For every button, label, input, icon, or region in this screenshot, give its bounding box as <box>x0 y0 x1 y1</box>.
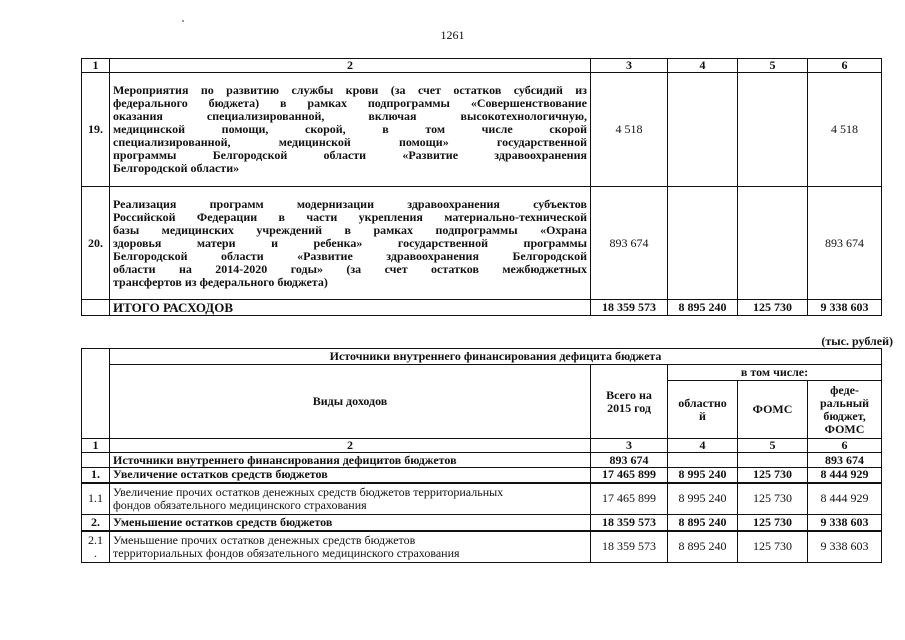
foms-value <box>738 187 808 300</box>
col-number: 5 <box>738 59 808 73</box>
table-row <box>82 515 882 531</box>
foms-value: 125 730 <box>738 483 808 515</box>
row-label: Источники внутреннего финансирования дефицитов бюджетов <box>110 453 591 468</box>
table-row <box>82 531 882 563</box>
description-line: Российской Федерации в части укрепления материально-технической <box>113 209 587 224</box>
row-label: Уменьшение прочих остатков денежных средств бюджетов территориальных фондов обязательного медицинского страхования <box>110 531 591 563</box>
column-number-row <box>82 59 882 73</box>
table-row <box>82 187 882 300</box>
total-value: 18 359 573 <box>591 531 668 563</box>
row-description <box>110 187 591 300</box>
foms-value: 125 730 <box>738 468 808 483</box>
regional-value <box>668 73 738 187</box>
regional-value: 8 895 240 <box>668 515 738 531</box>
foms-value: 125 730 <box>738 515 808 531</box>
foms-header: ФОМС <box>738 381 808 439</box>
regional-value: 8 895 240 <box>668 300 738 316</box>
description-line: медицинской помощи, скорой, в том числе скорой <box>113 122 587 136</box>
total-value: 18 359 573 <box>591 515 668 531</box>
scan-speck <box>182 20 184 22</box>
table-title: Источники внутреннего финансирования дефицита бюджета <box>110 349 882 365</box>
federal-value: 4 518 <box>808 73 882 187</box>
row-number: 2.1 . <box>82 531 110 563</box>
total-value: 18 359 573 <box>591 300 668 316</box>
description-line: специализированной, медицинской помощи» государственной <box>113 135 587 149</box>
row-label: Увеличение прочих остатков денежных средств бюджетов территориальных фондов обязательного медицинского страхования <box>110 483 591 515</box>
total-row <box>82 300 882 316</box>
federal-value: 893 674 <box>808 453 882 468</box>
table-row <box>82 73 882 187</box>
regional-value: 8 895 240 <box>668 531 738 563</box>
table-row <box>82 483 882 515</box>
col-number: 5 <box>738 439 808 453</box>
col-number: 2 <box>110 439 591 453</box>
table-row <box>82 453 882 468</box>
kinds-header: Виды доходов <box>110 365 591 439</box>
total-value: 893 674 <box>591 187 668 300</box>
expenses-table <box>81 58 882 316</box>
regional-header: областно й <box>668 381 738 439</box>
regional-value: 8 995 240 <box>668 483 738 515</box>
col-number: 1 <box>82 439 110 453</box>
row-number: 20. <box>82 187 110 300</box>
foms-value <box>738 73 808 187</box>
col-number: 2 <box>110 59 591 73</box>
description-line: Белгородской области «Развитие здравоохранения Белгородской <box>113 248 587 263</box>
total-value: 893 674 <box>591 453 668 468</box>
row-number: 1.1 <box>82 483 110 515</box>
units-label: (тыс. рублей) <box>821 334 893 348</box>
description-line: федерального бюджета) в рамках подпрограммы «Совершенствование <box>113 96 587 110</box>
regional-value <box>668 453 738 468</box>
page-number: 1261 <box>440 28 465 42</box>
including-header: в том числе: <box>668 365 882 381</box>
col-number: 3 <box>591 59 668 73</box>
description-line: программы Белгородской области «Развитие здравоохранения <box>113 148 587 162</box>
federal-header: феде- ральный бюджет, ФОМС <box>808 381 882 439</box>
row-description <box>110 73 591 187</box>
table-row <box>82 468 882 483</box>
financing-sources-table <box>81 348 882 563</box>
col-number: 6 <box>808 439 882 453</box>
federal-value: 8 444 929 <box>808 483 882 515</box>
description-line: трансфертов из федерального бюджета) <box>113 274 328 289</box>
federal-value: 9 338 603 <box>808 515 882 531</box>
description-line: здоровья матери и ребенка» государственной программы <box>113 235 587 250</box>
description-line: Мероприятия по развитию службы крови (за счет остатков субсидий из <box>113 83 587 97</box>
row-number: 19. <box>82 73 110 187</box>
description-line: Белгородской области» <box>113 161 240 175</box>
regional-value: 8 995 240 <box>668 468 738 483</box>
description-line: базы медицинских учреждений в рамках подпрограммы «Охрана <box>113 222 587 237</box>
description-line: оказания специализированной, включая высокотехнологичную, <box>113 109 587 123</box>
federal-value: 9 338 603 <box>808 300 882 316</box>
federal-value: 8 444 929 <box>808 468 882 483</box>
row-number: 2. <box>82 515 110 531</box>
col-number: 3 <box>591 439 668 453</box>
regional-value <box>668 187 738 300</box>
federal-value: 893 674 <box>808 187 882 300</box>
total-header: Всего на 2015 год <box>591 365 668 439</box>
col-number: 1 <box>82 59 110 73</box>
row-number: 1. <box>82 468 110 483</box>
total-label: ИТОГО РАСХОДОВ <box>110 300 591 316</box>
row-label: Увеличение остатков средств бюджетов <box>110 468 591 483</box>
total-value: 17 465 899 <box>591 483 668 515</box>
column-number-row <box>82 439 882 453</box>
foms-value: 125 730 <box>738 300 808 316</box>
federal-value: 9 338 603 <box>808 531 882 563</box>
row-label: Уменьшение остатков средств бюджетов <box>110 515 591 531</box>
col-number: 6 <box>808 59 882 73</box>
title-row <box>82 349 882 365</box>
description-line: области на 2014-2020 годы» (за счет остатков межбюджетных <box>113 261 587 276</box>
foms-value: 125 730 <box>738 531 808 563</box>
description-line: Реализация программ модернизации здравоохранения субъектов <box>113 196 587 211</box>
foms-value <box>738 453 808 468</box>
total-value: 17 465 899 <box>591 468 668 483</box>
header-row <box>82 365 882 381</box>
col-number: 4 <box>668 59 738 73</box>
total-value: 4 518 <box>591 73 668 187</box>
col-number: 4 <box>668 439 738 453</box>
